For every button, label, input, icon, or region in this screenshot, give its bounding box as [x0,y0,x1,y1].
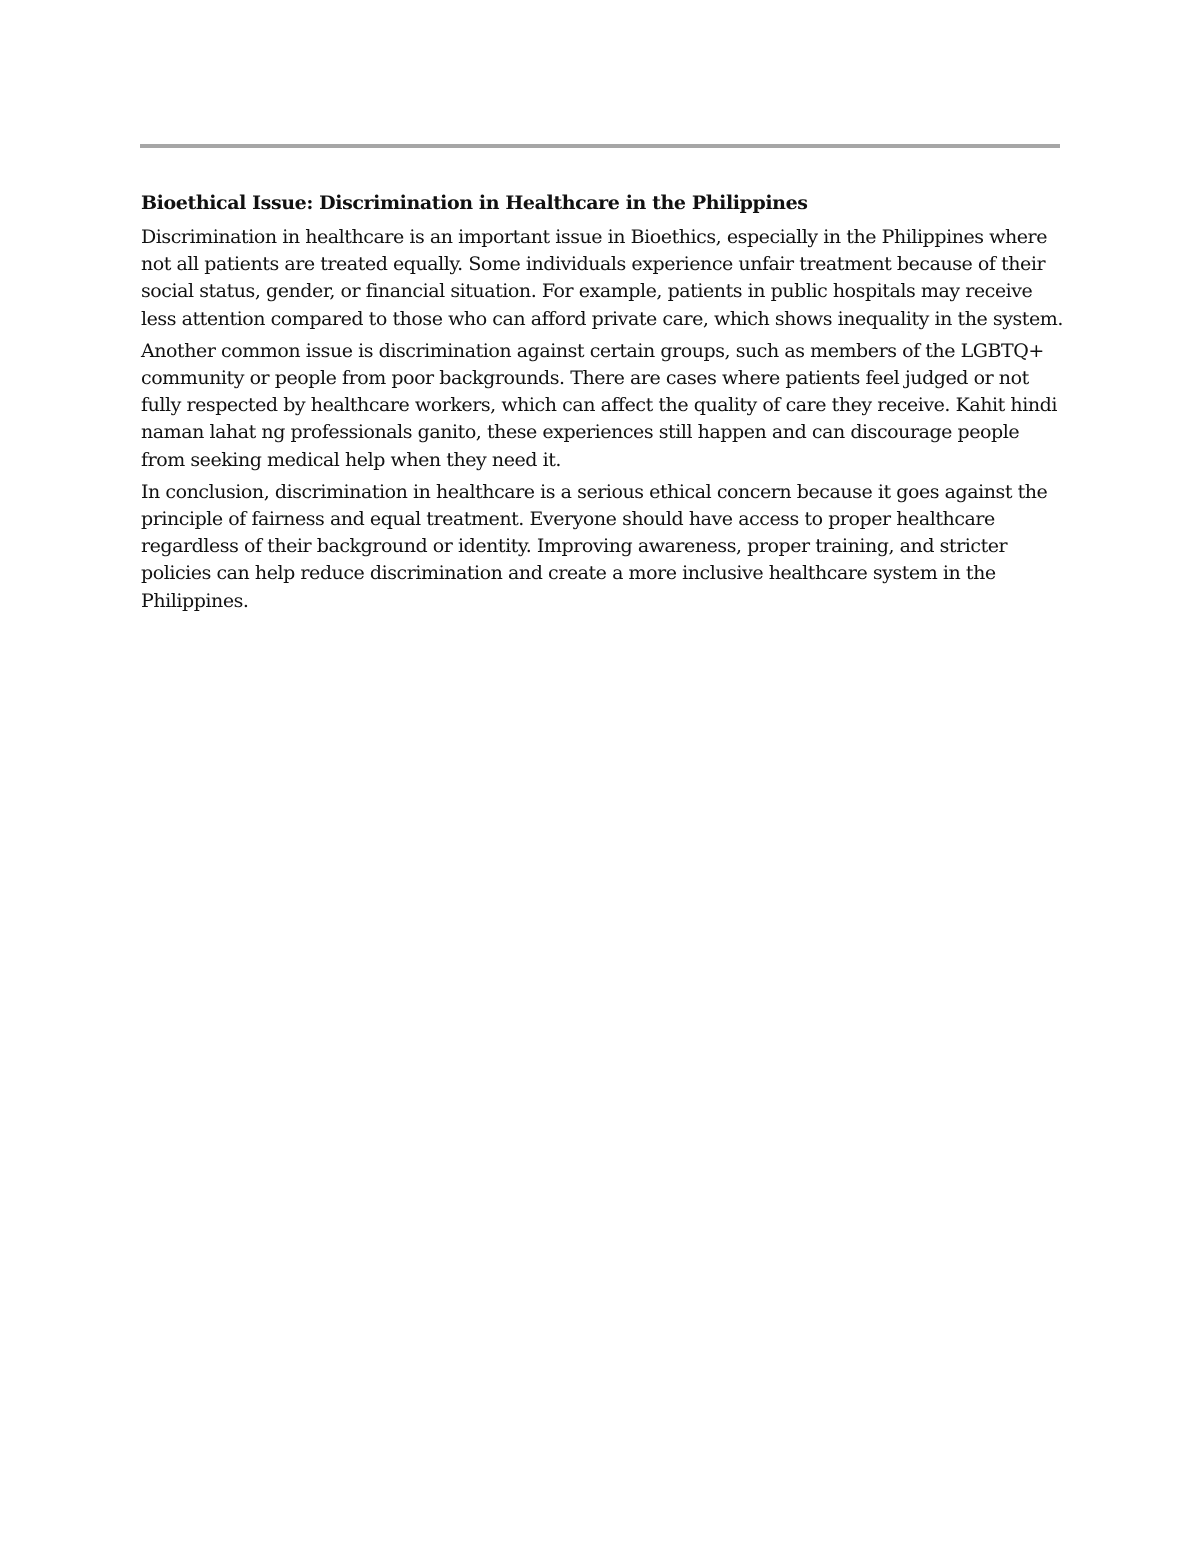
paragraph: In conclusion, discrimination in healthcare is a serious ethical concern because it goes against the principle of fairness and equal treatment. Everyone should have access to proper healthcare regardless of their background or identity. Improving awareness, proper training, and stricter policies can help reduce discrimination and create a more inclusive healthcare system in the Philippines. [141,480,1048,612]
paragraph: Discrimination in healthcare is an important issue in Bioethics, especially in the Philippines where not all patients are treated equally. Some individuals experience unfair treatment because of their social status, gender, or financial situation. For example, patients in public hospitals may receive less attention compared to those who can afford private care, which shows inequality in the system. [141,226,1063,330]
document-body [141,189,1063,620]
horizontal-rule [140,144,1060,148]
paragraph: Another common issue is discrimination against certain groups, such as members of the LGBTQ+ community or people from poor backgrounds. There are cases where patients feel judged or not fully respected by healthcare workers, which can affect the quality of care they receive. Kahit hindi naman lahat ng professionals ganito, these experiences still happen and can discourage people from seeking medical help when they need it. [141,339,1057,471]
document-title: Bioethical Issue: Discrimination in Healthcare in the Philippines [141,192,808,214]
